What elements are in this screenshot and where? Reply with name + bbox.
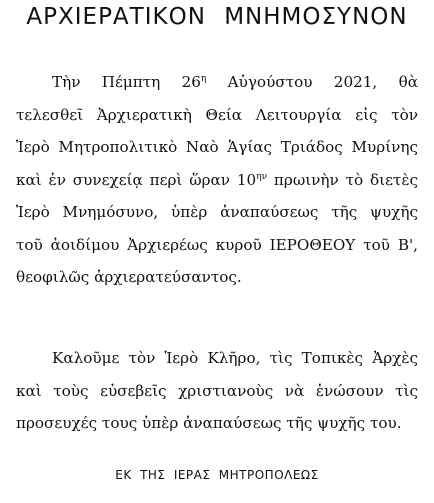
document-footer: ΕΚ ΤΗΣ ΙΕΡΑΣ ΜΗΤΡΟΠΟΛΕΩΣ	[115, 468, 319, 482]
document-title: ΑΡΧΙΕΡΑΤΙΚΟΝ ΜΝΗΜΟΣΥΝΟΝ	[26, 4, 408, 30]
announcement-paragraph	[16, 66, 418, 294]
paragraph-line: προσευχές τους ὑπὲρ ἀναπαύσεως τῆς ψυχῆς του.	[16, 414, 402, 432]
paragraph-line: Ἱερὸ Μνημόσυνο, ὑπὲρ ἀναπαύσεως τῆς ψυχῆς	[16, 203, 418, 221]
text-span: Τὴν Πέμπτη 26	[52, 73, 201, 91]
paragraph-line: Καλοῦμε τὸν Ἱερὸ Κλῆρο, τὶς Τοπικὲς Ἀρχὲς	[52, 349, 418, 367]
paragraph-line: θεοφιλῶς ἀρχιερατεύσαντος.	[16, 268, 242, 286]
paragraph-line: καὶ τοὺς εὐσεβεῖς χριστιανοὺς νὰ ἑνώσουν τὶς	[16, 381, 418, 400]
invitation-paragraph	[16, 342, 418, 440]
paragraph-line	[16, 66, 418, 99]
text-span: καὶ ἐν συνεχείᾳ περὶ ὥραν 10	[16, 170, 257, 189]
paragraph-line: τοῦ ἀοιδίμου Ἀρχιερέως κυροῦ ΙΕΡΟΘΕΟΥ τοῦ Β',	[16, 235, 418, 254]
ordinal-superscript: ην	[256, 171, 268, 182]
paragraph-line	[16, 164, 418, 197]
ordinal-superscript: η	[200, 74, 207, 84]
text-span: Αὐγούστου 2021, θὰ	[206, 73, 418, 91]
text-span: πρωινὴν τὸ διετὲς	[267, 170, 418, 189]
paragraph-line: τελεσθεῖ Ἀρχιερατικὴ Θεία Λειτουργία εἰς τὸν	[16, 105, 418, 124]
paragraph-line: Ἱερὸ Μητροπολιτικὸ Ναὸ Ἁγίας Τριάδος Μυρίνης	[16, 138, 418, 156]
